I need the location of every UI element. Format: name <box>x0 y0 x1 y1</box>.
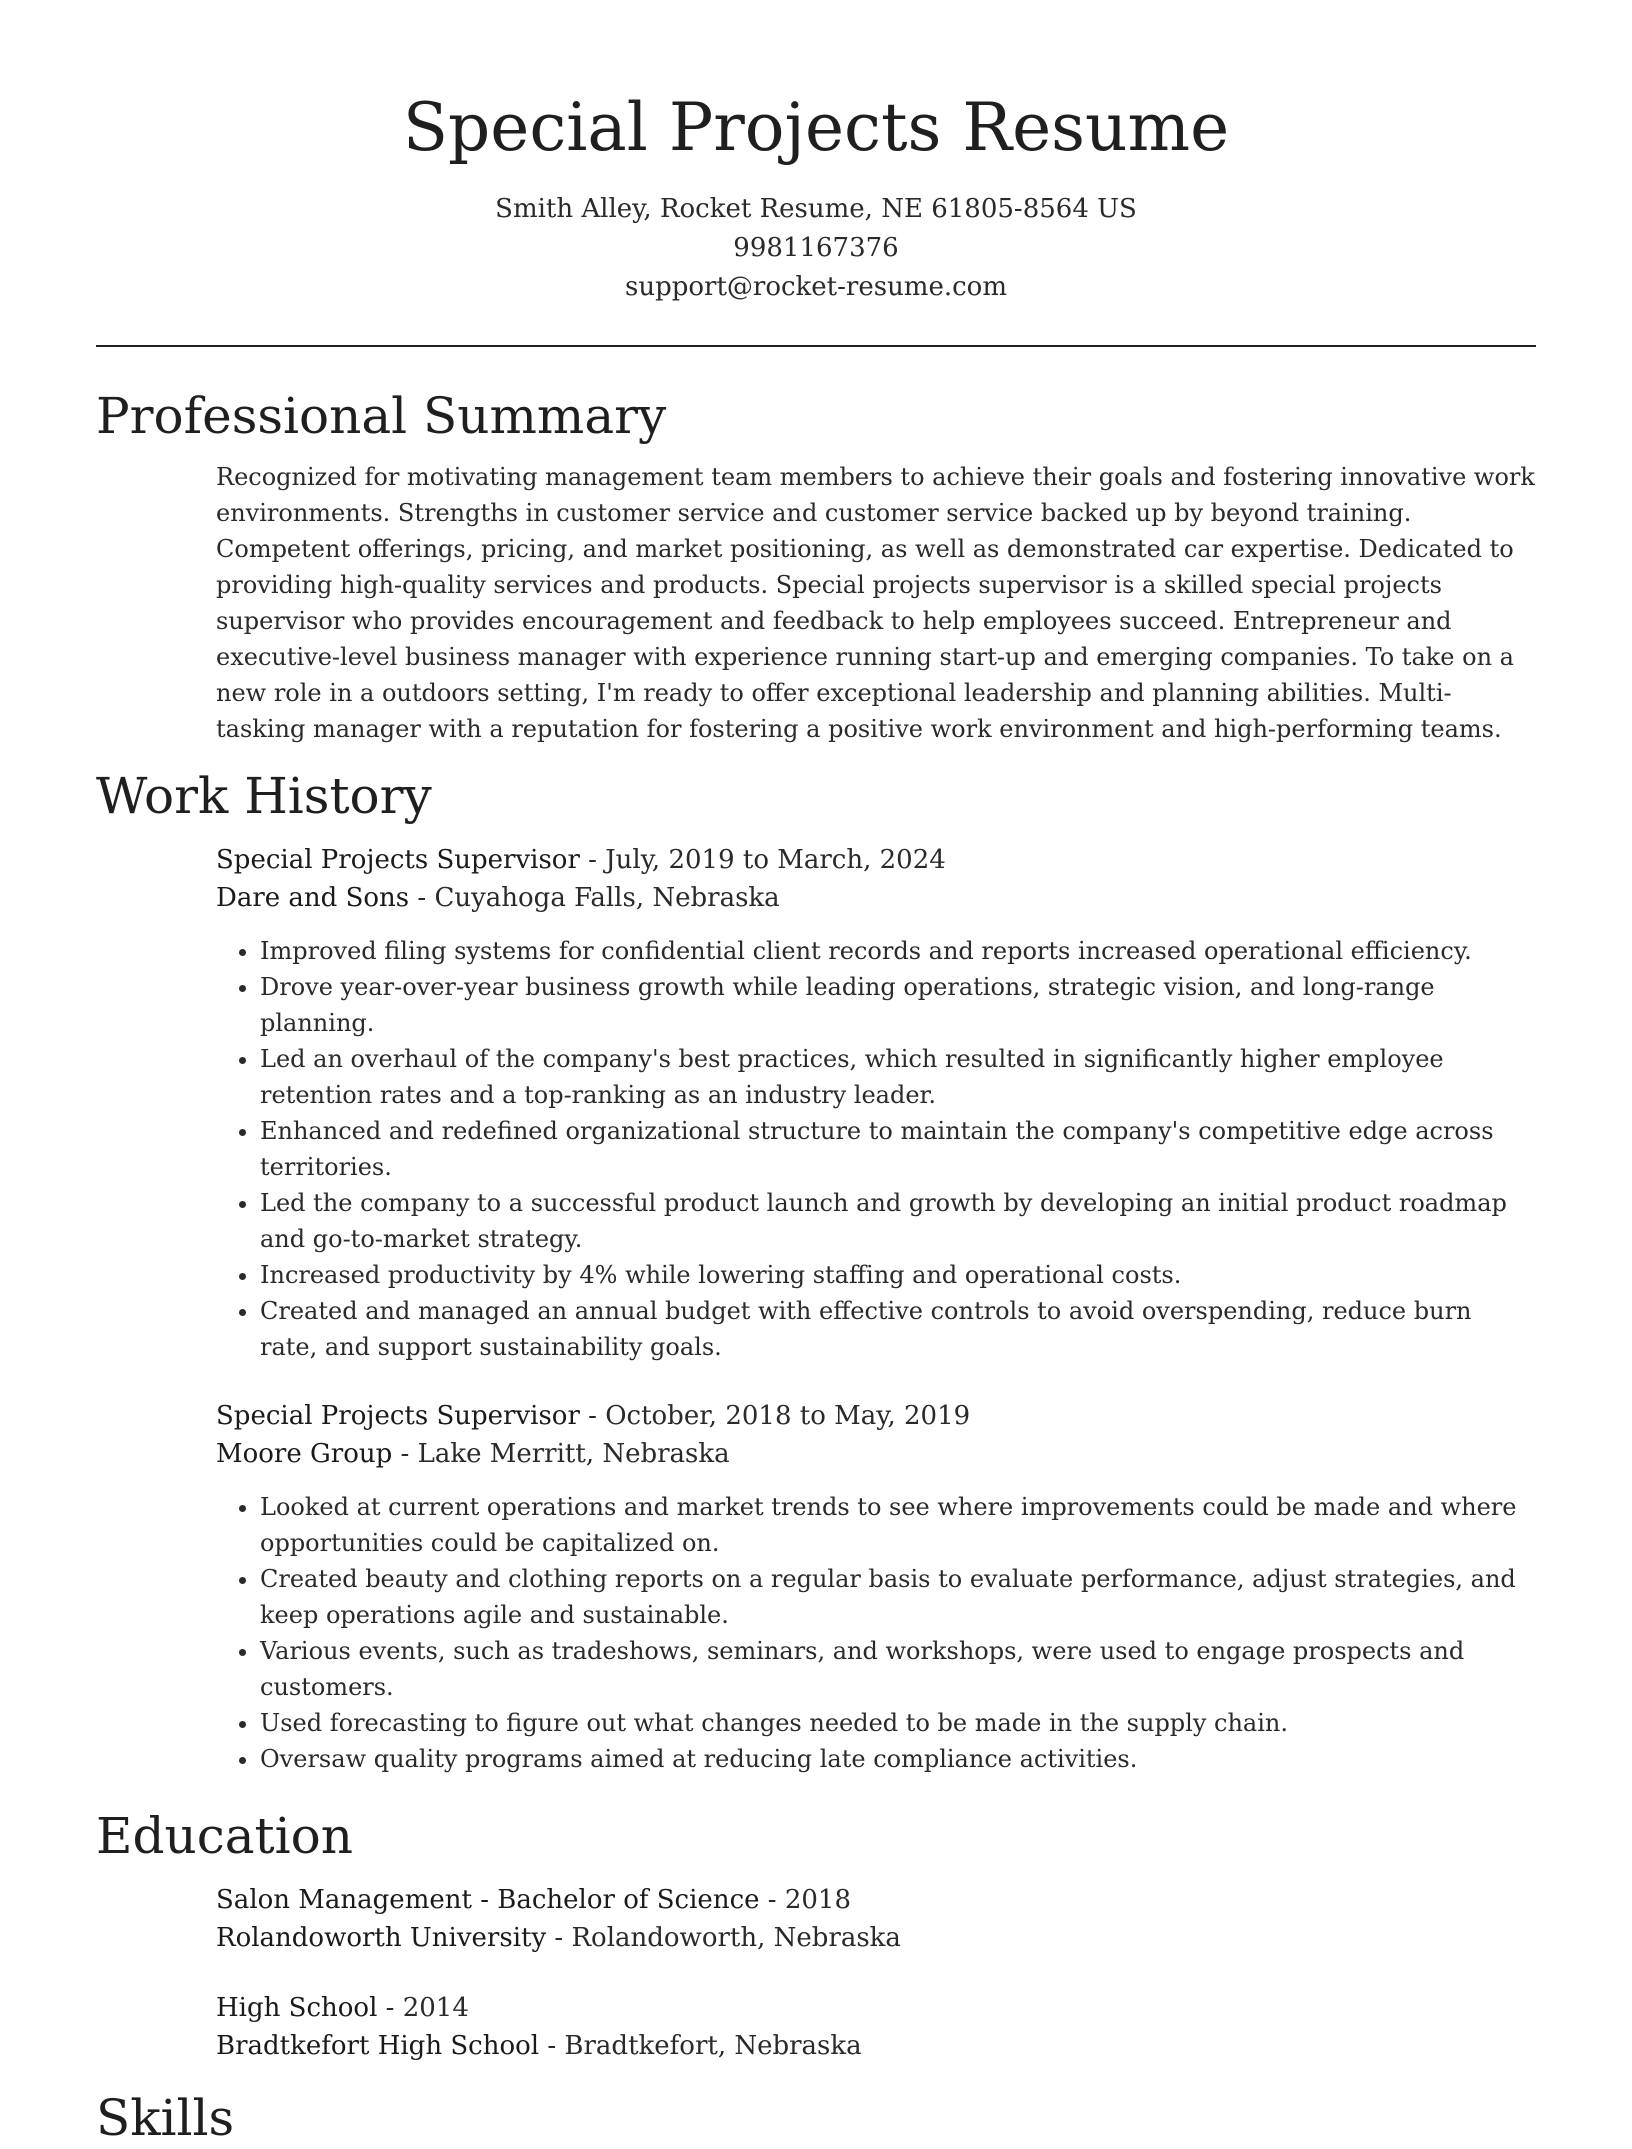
education-location: - Bradtkefort, Nebraska <box>539 2031 862 2061</box>
contact-email: support@rocket-resume.com <box>624 272 1007 302</box>
job-bullets <box>216 933 1536 1365</box>
contact-block <box>96 190 1536 307</box>
job-bullet: • Drove year-over-year business growth while leading operations, strategic vision, and long-range planning. <box>260 969 1536 1041</box>
education-degree-line <box>216 1989 1536 2027</box>
summary-text: Recognized for motivating management team members to achieve their goals and fostering innovative work environments. Strengths in customer service and customer service backed up by beyond training. Competent offerings, pricing, and market positioning, as well as demonstrated car expertise. Dedicated to providing high-quality services and products. Special projects supervisor is a skilled special projects supervisor who provides encouragement and feedback to help employees succeed. Entrepreneur and executive-level business manager with experience running start-up and emerging companies. To take on a new role in a outdoors setting, I'm ready to offer exceptional leadership and planning abilities. Multi-tasking manager with a reputation for fostering a positive work environment and high-performing teams. <box>216 463 1535 743</box>
education-body <box>216 1881 1536 2065</box>
job-entry <box>216 841 1536 1365</box>
education-year: - 2018 <box>759 1885 851 1915</box>
skills-heading: Skills <box>96 2089 235 2147</box>
summary-heading: Professional Summary <box>96 387 667 445</box>
education-school-line <box>216 2027 1536 2065</box>
job-title-line <box>216 1397 1536 1435</box>
resume-title: Special Projects Resume <box>402 89 1230 166</box>
work-history-body <box>216 841 1536 1777</box>
job-dates: - October, 2018 to May, 2019 <box>579 1401 971 1431</box>
job-bullet: • Created beauty and clothing reports on a regular basis to evaluate performance, adjust strategies, and keep operations agile and sustainable. <box>260 1561 1536 1633</box>
education-degree: Salon Management - Bachelor of Science <box>216 1885 760 1915</box>
job-company-line <box>216 879 1536 917</box>
contact-phone: 9981167376 <box>733 233 899 263</box>
job-title: Special Projects Supervisor <box>216 1401 580 1431</box>
education-location: - Rolandoworth, Nebraska <box>546 1923 901 1953</box>
education-school: Bradtkefort High School <box>216 2031 540 2061</box>
job-bullet: • Improved filing systems for confidential client records and reports increased operational efficiency. <box>260 933 1536 969</box>
education-school-line <box>216 1919 1536 1957</box>
job-company: Dare and Sons <box>216 883 410 913</box>
job-bullet: • Looked at current operations and market trends to see where improvements could be made and where opportunities could be capitalized on. <box>260 1489 1536 1561</box>
education-heading: Education <box>96 1807 353 1865</box>
job-title: Special Projects Supervisor <box>216 845 580 875</box>
job-bullet: • Increased productivity by 4% while lowering staffing and operational costs. <box>260 1257 1536 1293</box>
education-degree-line <box>216 1881 1536 1919</box>
job-dates: - July, 2019 to March, 2024 <box>579 845 946 875</box>
contact-address: Smith Alley, Rocket Resume, NE 61805-8564 US <box>495 194 1137 224</box>
job-company: Moore Group <box>216 1439 393 1469</box>
job-bullet: • Led an overhaul of the company's best practices, which resulted in significantly higher employee retention rates and a top-ranking as an industry leader. <box>260 1041 1536 1113</box>
job-bullet: • Led the company to a successful product launch and growth by developing an initial product roadmap and go-to-market strategy. <box>260 1185 1536 1257</box>
education-degree: High School <box>216 1993 378 2023</box>
job-bullet: • Used forecasting to figure out what changes needed to be made in the supply chain. <box>260 1705 1536 1741</box>
job-title-line <box>216 841 1536 879</box>
education-year: - 2014 <box>377 1993 469 2023</box>
job-bullets <box>216 1489 1536 1777</box>
education-school: Rolandoworth University <box>216 1923 547 1953</box>
header-divider <box>96 345 1536 347</box>
job-entry <box>216 1397 1536 1777</box>
job-location: - Lake Merritt, Nebraska <box>392 1439 730 1469</box>
job-bullet: • Oversaw quality programs aimed at reducing late compliance activities. <box>260 1741 1536 1777</box>
education-entry <box>216 1989 1536 2065</box>
job-bullet: • Enhanced and redefined organizational structure to maintain the company's competitive edge across territories. <box>260 1113 1536 1185</box>
education-entry <box>216 1881 1536 1957</box>
work-history-heading: Work History <box>96 767 432 825</box>
job-bullet: • Various events, such as tradeshows, seminars, and workshops, were used to engage prospects and customers. <box>260 1633 1536 1705</box>
resume-page <box>96 0 1536 2149</box>
job-location: - Cuyahoga Falls, Nebraska <box>409 883 780 913</box>
job-company-line <box>216 1435 1536 1473</box>
job-bullet: • Created and managed an annual budget with effective controls to avoid overspending, reduce burn rate, and support sustainability goals. <box>260 1293 1536 1365</box>
